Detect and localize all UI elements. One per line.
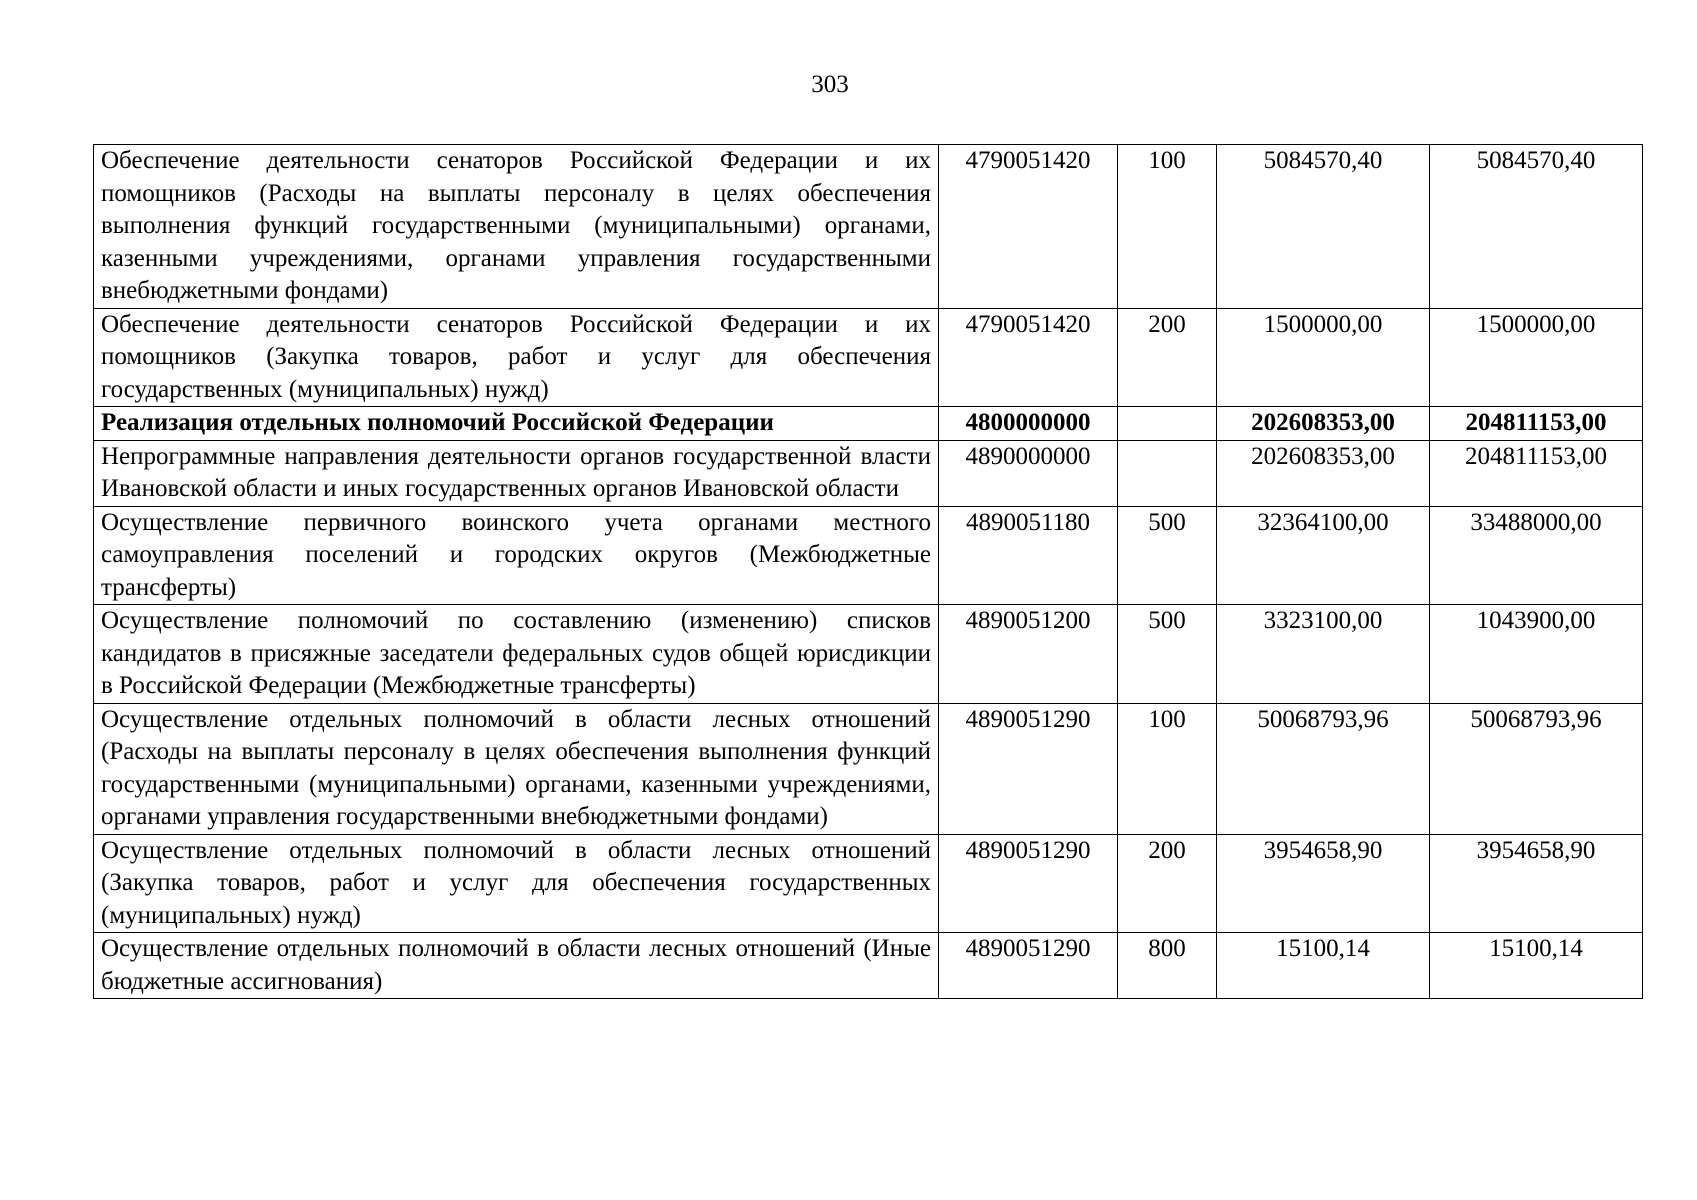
table-row — [94, 834, 1643, 933]
row-type: 500 — [1118, 506, 1217, 605]
row-sum-second-year: 5084570,40 — [1430, 145, 1643, 309]
row-sum-second-year: 204811153,00 — [1430, 440, 1643, 506]
row-type: 200 — [1118, 308, 1217, 407]
row-type: 800 — [1118, 933, 1217, 999]
row-name: Обеспечение деятельности сенаторов Российской Федерации и их помощников (Закупка товаров, работ и услуг для обеспечения государственных (муниципальных) нужд) — [94, 308, 939, 407]
row-name: Обеспечение деятельности сенаторов Российской Федерации и их помощников (Расходы на выплаты персоналу в целях обеспечения выполнения функций государственными (муниципальными) органами, казенными учреждениями, органами управления государственными внебюджетными фондами) — [94, 145, 939, 309]
table-row — [94, 933, 1643, 999]
row-sum-second-year: 1043900,00 — [1430, 605, 1643, 704]
row-sum-second-year: 3954658,90 — [1430, 834, 1643, 933]
row-code: 4890051290 — [939, 703, 1118, 834]
row-sum-first-year: 202608353,00 — [1217, 440, 1430, 506]
row-code: 4890051290 — [939, 834, 1118, 933]
table-row — [94, 506, 1643, 605]
row-sum-first-year: 5084570,40 — [1217, 145, 1430, 309]
row-name: Реализация отдельных полномочий Российской Федерации — [94, 407, 939, 441]
row-name: Осуществление отдельных полномочий в области лесных отношений (Иные бюджетные ассигнования) — [94, 933, 939, 999]
row-code: 4890000000 — [939, 440, 1118, 506]
row-sum-first-year: 1500000,00 — [1217, 308, 1430, 407]
row-sum-second-year: 50068793,96 — [1430, 703, 1643, 834]
row-name: Осуществление первичного воинского учета органами местного самоуправления поселений и городских округов (Межбюджетные трансферты) — [94, 506, 939, 605]
table-row — [94, 308, 1643, 407]
row-code: 4890051200 — [939, 605, 1118, 704]
table-row — [94, 605, 1643, 704]
row-sum-first-year: 3323100,00 — [1217, 605, 1430, 704]
row-code: 4890051290 — [939, 933, 1118, 999]
budget-table — [93, 144, 1643, 999]
row-type — [1118, 407, 1217, 441]
row-code: 4790051420 — [939, 145, 1118, 309]
row-type: 500 — [1118, 605, 1217, 704]
page-number: 303 — [811, 71, 849, 98]
row-sum-second-year: 204811153,00 — [1430, 407, 1643, 441]
table-row-section — [94, 407, 1643, 441]
table-row — [94, 440, 1643, 506]
row-name: Непрограммные направления деятельности органов государственной власти Ивановской области и иных государственных органов Ивановской области — [94, 440, 939, 506]
row-name: Осуществление отдельных полномочий в области лесных отношений (Закупка товаров, работ и услуг для обеспечения государственных (муниципальных) нужд) — [94, 834, 939, 933]
row-code: 4890051180 — [939, 506, 1118, 605]
row-sum-second-year: 1500000,00 — [1430, 308, 1643, 407]
row-code: 4800000000 — [939, 407, 1118, 441]
table-row — [94, 703, 1643, 834]
row-sum-first-year: 15100,14 — [1217, 933, 1430, 999]
row-sum-first-year: 202608353,00 — [1217, 407, 1430, 441]
row-type — [1118, 440, 1217, 506]
row-name: Осуществление полномочий по составлению (изменению) списков кандидатов в присяжные заседатели федеральных судов общей юрисдикции в Российской Федерации (Межбюджетные трансферты) — [94, 605, 939, 704]
row-code: 4790051420 — [939, 308, 1118, 407]
row-name: Осуществление отдельных полномочий в области лесных отношений (Расходы на выплаты персоналу в целях обеспечения выполнения функций государственными (муниципальными) органами, казенными учреждениями, органами управления государственными внебюджетными фондами) — [94, 703, 939, 834]
row-type: 100 — [1118, 145, 1217, 309]
table-row — [94, 145, 1643, 309]
row-sum-first-year: 50068793,96 — [1217, 703, 1430, 834]
row-sum-first-year: 32364100,00 — [1217, 506, 1430, 605]
row-sum-first-year: 3954658,90 — [1217, 834, 1430, 933]
row-type: 100 — [1118, 703, 1217, 834]
row-sum-second-year: 33488000,00 — [1430, 506, 1643, 605]
row-type: 200 — [1118, 834, 1217, 933]
row-sum-second-year: 15100,14 — [1430, 933, 1643, 999]
